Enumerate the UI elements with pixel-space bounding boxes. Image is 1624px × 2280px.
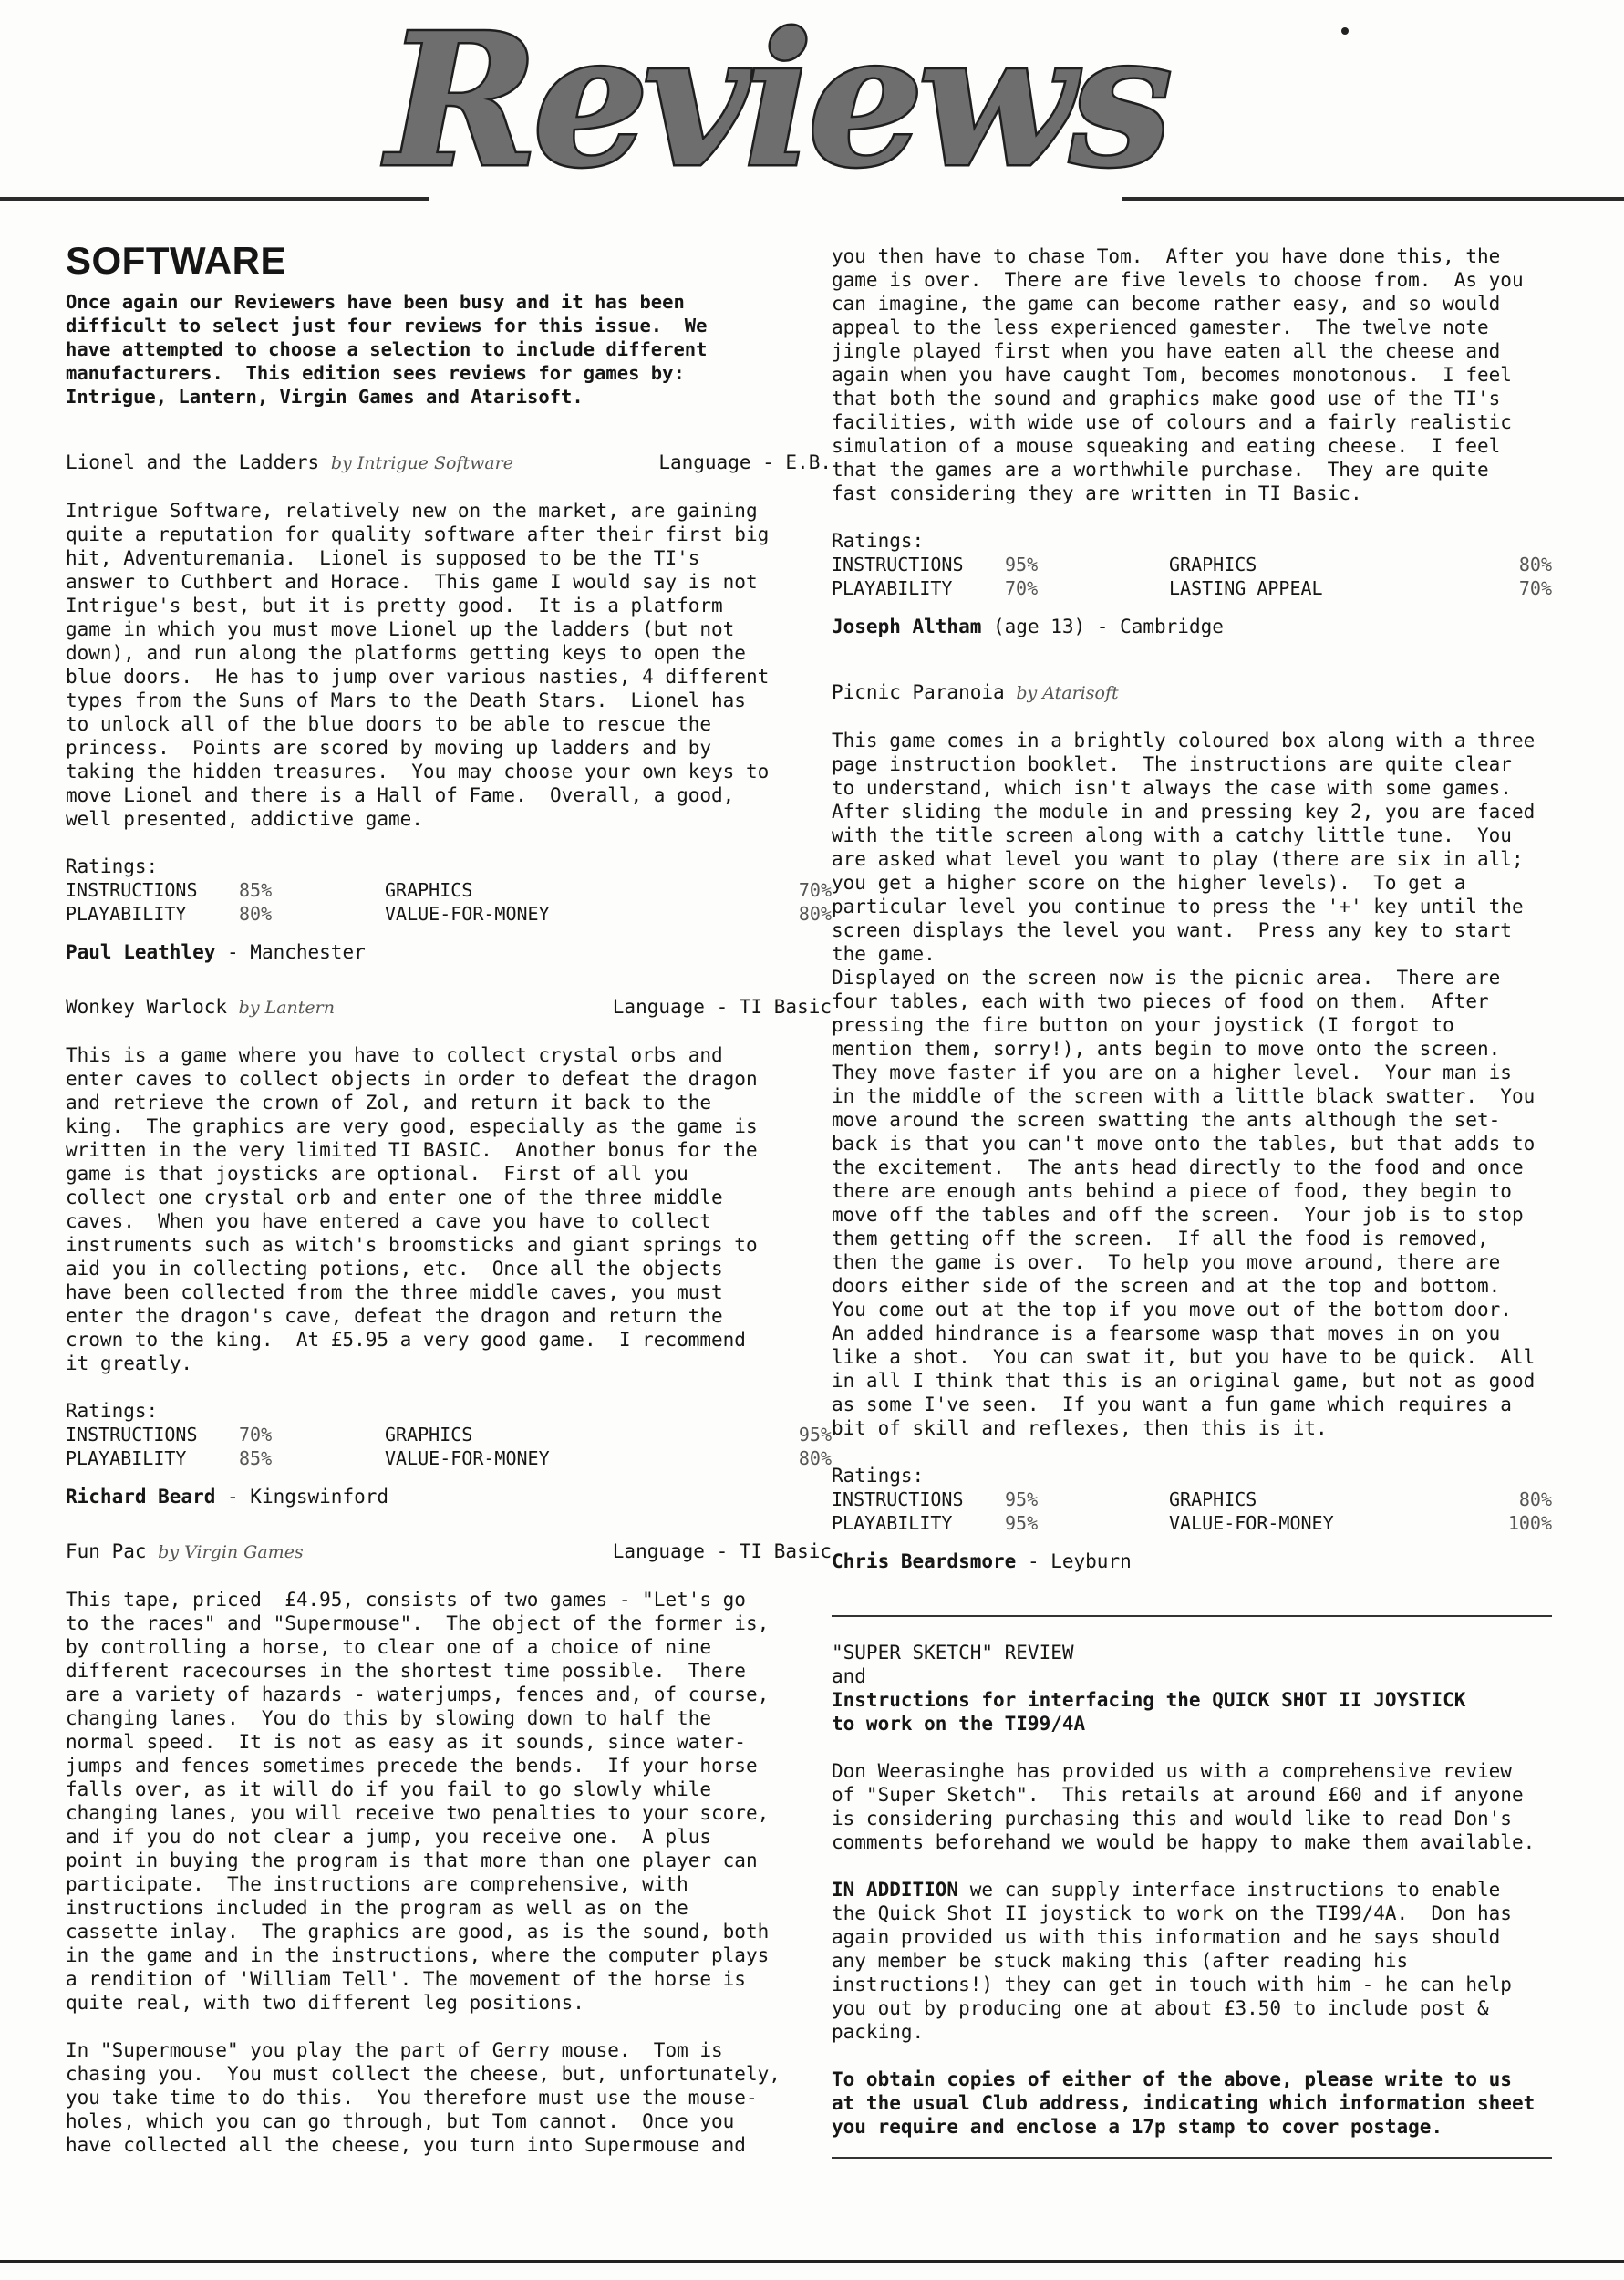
masthead (0, 0, 1624, 228)
review-body: Intrigue Software, relatively new on the market, are gaining quite a reputation for quality software after their first big hit, Adventuremania. Lionel is supposed to be the TI's answer to Cuthbert and Horace. This game I would say is not Intrigue's best, but it is pretty good. It is a platform game in which you must move Lionel up the ladders (but not down), and run along the platforms getting keys to open the blue doors. He has to jump over various nasties, 4 different types from the Suns of Mars to the Death Stars. Lionel has to unlock all of the blue doors to be able to rescue the princess. Points are scored by moving up ladders and by taking the hidden treasures. You may choose your own keys to move Lionel and there is a Hall of Fame. Overall, a good, well presented, addictive game. (66, 500, 770, 830)
ratings-label: Ratings: (66, 1400, 159, 1422)
review-header (66, 995, 832, 1020)
ratings-label: Ratings: (832, 1465, 925, 1487)
review-header (66, 451, 832, 475)
ink-dot (1341, 27, 1349, 35)
review-continuation: you then have to chase Tom. After you have done this, the game is over. There are five levels to choose from. As you can imagine, the game can become rather easy, and so would appeal to the less experienced gamester. The twelve note jingle played first when you have eaten all the cheese and again when you have caught Tom, becomes monotonous. I feel that both the sound and graphics make good use of the TI's facilities, with wide use of colours and a fairly realistic simulation of a mouse squeaking and eating cheese. I feel that the games are a worthwhile purchase. They are quite fast considering they are written in TI Basic. (832, 245, 1524, 504)
review-publisher: by Intrigue Software (330, 453, 514, 473)
rating-value: 95% (798, 1424, 832, 1446)
rating-value: 95% (1005, 1512, 1039, 1534)
left-column (66, 239, 832, 2157)
ratings-label: Ratings: (66, 855, 159, 877)
review-language: Language - E.B. (658, 451, 832, 473)
rating-value: 70% (1518, 577, 1552, 599)
reviewer-place: - Kingswinford (215, 1486, 389, 1508)
rating-label: INSTRUCTIONS (832, 1488, 964, 1510)
rating-label: PLAYABILITY (832, 577, 953, 599)
reviewer-place: - Manchester (215, 941, 366, 963)
rating-label: VALUE-FOR-MONEY (385, 903, 550, 925)
review-body: This is a game where you have to collect crystal orbs and enter caves to collect objects in order to defeat the dragon and retrieve the crown of Zol, and return it back to the king. The graphics are very good, especially as the game is written in the very limited TI BASIC. Another bonus for the game is that joysticks are optional. First of all you collect one crystal orb and enter one of the three middle caves. When you have entered a cave you have to collect instruments such as witch's broomsticks and giant springs to aid you in collecting potions, etc. Once all the objects have been collected from the three middle caves, you must enter the dragon's cave, defeat the dragon and return the crown to the king. At £5.95 a very good game. I recommend it greatly. (66, 1044, 758, 1374)
rating-label: PLAYABILITY (66, 903, 187, 925)
reviewer (66, 1485, 832, 1508)
review-title: Lionel and the Ladders (66, 451, 320, 473)
reviewer (66, 940, 832, 964)
reviewer (832, 1549, 1552, 1573)
review-publisher: by Virgin Games (158, 1542, 304, 1562)
reviewer-name: Chris Beardsmore (832, 1550, 1017, 1572)
rating-value: 70% (1005, 577, 1039, 599)
review-body-continued: In "Supermouse" you play the part of Gerry mouse. Tom is chasing you. You must collect the cheese, but, unfortunately, you take time to do this. You therefore must use the mouse- holes, which you can go through, but Tom cannot. Once you have collected all the cheese, you turn into Supermouse and (66, 2039, 781, 2156)
rating-label: LASTING APPEAL (1169, 577, 1323, 599)
sketch-subheading: Instructions for interfacing the QUICK SHOT II JOYSTICK to work on the TI99/4A (832, 1689, 1466, 1735)
review-publisher: by Atarisoft (1016, 683, 1119, 703)
review-language: Language - TI Basic (612, 1540, 832, 1562)
rating-value: 70% (798, 879, 832, 901)
page-bottom-rule (0, 2260, 1624, 2263)
review-title: Picnic Paranoia (832, 681, 1005, 703)
sketch-paragraph-1: Don Weerasinghe has provided us with a comprehensive review of "Super Sketch". This retails at around £60 and if anyone is considering purchasing this and would like to read Don's comments beforehand we would be happy to make them available. (832, 1760, 1536, 1853)
sketch-paragraph-3: To obtain copies of either of the above, please write to us at the usual Club address, indicating which information sheet you require and enclose a 17p stamp to cover postage. (832, 2068, 1536, 2138)
super-sketch-notice (832, 1615, 1552, 2159)
sketch-heading: "SUPER SKETCH" REVIEW (832, 1642, 1074, 1663)
rating-value: 80% (798, 903, 832, 925)
ratings-label: Ratings: (832, 530, 925, 552)
rating-label: GRAPHICS (385, 1424, 473, 1446)
rating-label: VALUE-FOR-MONEY (1169, 1512, 1334, 1534)
review-header (66, 1539, 832, 1564)
rating-value: 70% (239, 1424, 273, 1446)
reviewer-place: (age 13) - Cambridge (981, 616, 1224, 637)
rating-label: INSTRUCTIONS (66, 879, 198, 901)
reviewer (832, 615, 1552, 638)
rating-label: VALUE-FOR-MONEY (385, 1447, 550, 1469)
reviewer-name: Joseph Altham (832, 616, 982, 637)
masthead-title: Reviews (387, 0, 1167, 208)
review-publisher: by Lantern (238, 998, 335, 1018)
sketch-paragraph-2-text: we can supply interface instructions to enable the Quick Shot II joystick to work on the TI99/4A. Don has again provided us with this information and he says should any member be stuck making this (after reading his instructions!) they can get in touch with him - he can help you out by producing one at about £3.50 to include post & packing. (832, 1879, 1512, 2043)
intro-paragraph: Once again our Reviewers have been busy and it has been difficult to select just four reviews for this issue. We have attempted to choose a selection to include different manufacturers. This edition sees reviews for games by: Intrigue, Lantern, Virgin Games and Atarisoft. (66, 291, 708, 408)
reviewer-place: - Leyburn (1016, 1550, 1132, 1572)
divider-bottom (832, 2157, 1552, 2159)
review-language: Language - TI Basic (612, 996, 832, 1018)
ratings-table (832, 1487, 1552, 1535)
rating-label: INSTRUCTIONS (66, 1424, 198, 1446)
sketch-and: and (832, 1665, 866, 1687)
right-column (832, 244, 1552, 2159)
review-body: This game comes in a brightly coloured box along with a three page instruction booklet. The instructions are quite clear to understand, which isn't always the case with some games. After sliding the module in and pressing key 2, you are faced with the title screen along with a catchy little tune. You are asked what level you want to play (there are six in all; you get a higher score on the higher levels). To get a particular level you continue to press the '+' key until the screen displays the level you want. Press any key to start the game. Displayed on the screen now is the picnic area. There are four tables, each with two pieces of food on them. After pressing the fire button on your joystick (I forgot to mention them, sorry!), ants begin to move onto the screen. They move faster if you are on a higher level. Your man is in the middle of the screen with a little black swatter. You move around the screen swatting the ants although the set- back is that you can't move onto the tables, but that adds to the excitement. The ants head directly to the food and once there are enough ants behind a piece of food, they begin to move off the tables and off the screen. Your job is to stop them getting off the screen. If all the food is removed, then the game is over. To help you move around, there are doors either side of the screen and at the top and bottom. You come out at the top if you move out of the bottom door. An added hindrance is a fearsome wasp that moves in on you like a shot. You can swat it, but you have to be quick. All in all I think that this is an original game, but not as good as some I've seen. If you want a fun game which requires a bit of skill and reflexes, then this is it. (832, 730, 1536, 1439)
section-title: SOFTWARE (66, 239, 286, 282)
review-body: This tape, priced £4.95, consists of two games - "Let's go to the races" and "Supermouse". The object of the former is, by controlling a horse, to clear one of a choice of nine different racecourses in the shortest time possible. There are a variety of hazards - waterjumps, fences and, of course, changing lanes. You do this by slowing down to half the normal speed. It is not as easy as it sounds, since water- jumps and fences sometimes precede the bends. If your horse falls over, as it will do if you fail to go slowly while changing lanes, you will receive two penalties to your score, and if you do not clear a jump, you receive one. A plus point in buying the program is that more than one player can participate. The instructions are comprehensive, with instructions included in the program as well as on the cassette inlay. The graphics are good, as is the sound, both in the game and in the instructions, where the computer plays a rendition of 'William Tell'. The movement of the horse is quite real, with two different leg positions. (66, 1589, 770, 2014)
rating-value: 95% (1005, 1488, 1039, 1510)
rating-value: 80% (1518, 1488, 1552, 1510)
review-title: Fun Pac (66, 1540, 147, 1562)
review-title: Wonkey Warlock (66, 996, 228, 1018)
rating-label: INSTRUCTIONS (832, 554, 964, 575)
review-picnic-paranoia (832, 680, 1552, 1573)
rating-label: PLAYABILITY (832, 1512, 953, 1534)
rating-label: GRAPHICS (1169, 554, 1257, 575)
sketch-lead: IN ADDITION (832, 1879, 959, 1901)
rating-value: 80% (239, 903, 273, 925)
rating-label: GRAPHICS (1169, 1488, 1257, 1510)
ratings-table (66, 1423, 832, 1470)
reviewer-name: Paul Leathley (66, 941, 216, 963)
review-header (832, 680, 1552, 705)
masthead-graphic (0, 0, 1624, 228)
rating-label: PLAYABILITY (66, 1447, 187, 1469)
review-lionel (66, 451, 832, 964)
ratings-table (66, 878, 832, 926)
rating-value: 95% (1005, 554, 1039, 575)
rating-value: 85% (239, 1447, 273, 1469)
ratings-table (832, 553, 1552, 600)
rating-value: 80% (798, 1447, 832, 1469)
review-fun-pac (66, 1539, 832, 2157)
review-wonkey-warlock (66, 995, 832, 1508)
rating-value: 85% (239, 879, 273, 901)
rating-value: 80% (1518, 554, 1552, 575)
rating-label: GRAPHICS (385, 879, 473, 901)
rating-value: 100% (1507, 1512, 1552, 1534)
reviewer-name: Richard Beard (66, 1486, 216, 1508)
sketch-paragraph-2 (832, 1878, 1552, 2044)
